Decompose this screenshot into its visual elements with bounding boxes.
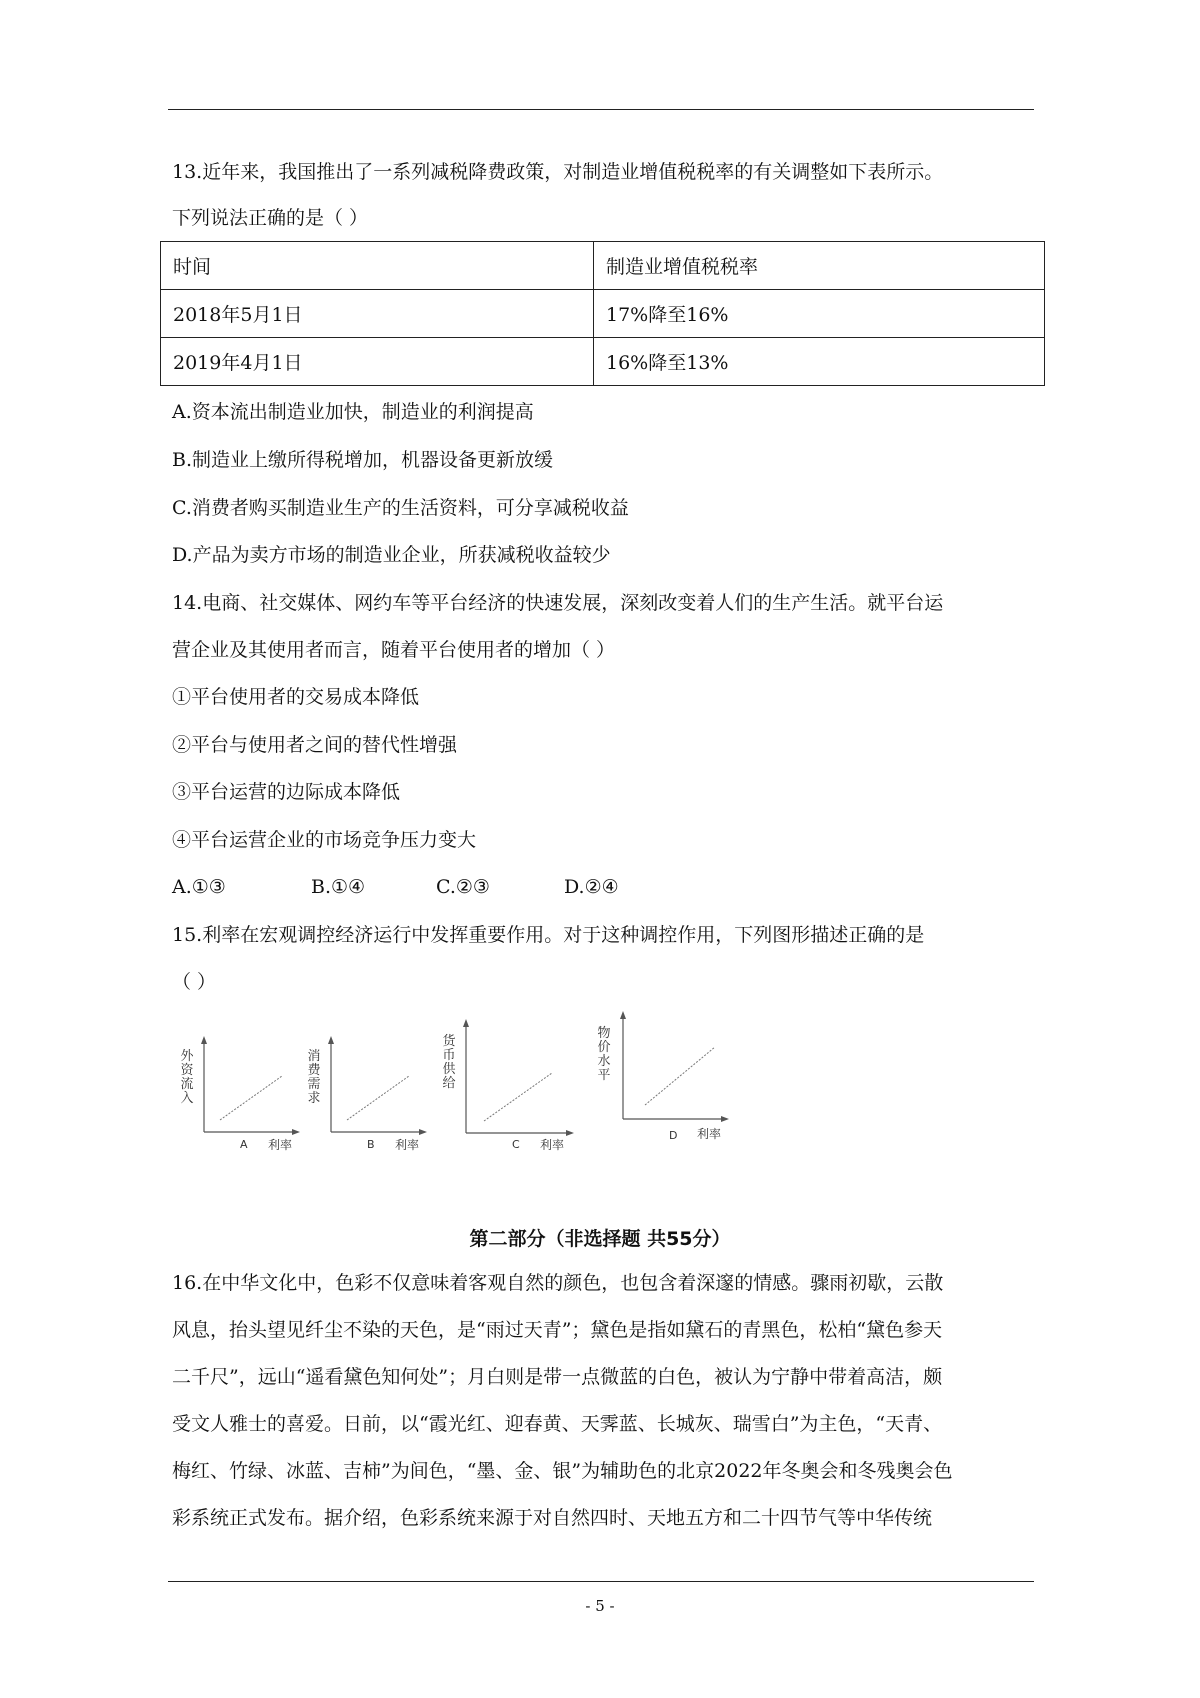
- q14-item-2: ②平台与使用者之间的替代性增强: [172, 734, 458, 756]
- q14-choice-d: D.②④: [564, 876, 619, 898]
- part2-title: 第二部分（非选择题 共55分）: [469, 1228, 731, 1250]
- graph-a: [180, 1020, 320, 1150]
- table-row: [161, 290, 1045, 338]
- graph-b-axes: [307, 1020, 447, 1150]
- graph-b: [307, 1020, 447, 1150]
- header-rule: [168, 109, 1034, 110]
- q14-item-4: ④平台运营企业的市场竞争压力变大: [172, 829, 477, 851]
- graph-d-option-label: D: [669, 1129, 678, 1142]
- q14-stem-line1: 14.电商、社交媒体、网约车等平台经济的快速发展，深刻改变着人们的生产生活。就平台运: [172, 592, 944, 614]
- graph-d: [595, 995, 735, 1142]
- q14-item-3: ③平台运营的边际成本降低: [172, 781, 401, 803]
- q14-choice-b: B.①④: [311, 876, 366, 898]
- q14-stem-line2: 营企业及其使用者而言，随着平台使用者的增加（ ）: [172, 639, 616, 661]
- q16-line5: 梅红、竹绿、冰蓝、吉柿”为间色，“墨、金、银”为辅助色的北京2022年冬奥会和冬残奥会色: [172, 1460, 953, 1482]
- table-cell: 17%降至16%: [594, 290, 1045, 338]
- q14-choice-c: C.②③: [436, 876, 490, 898]
- graph-a-xlabel: 利率: [268, 1138, 293, 1152]
- graph-c-option-label: C: [512, 1138, 520, 1151]
- table-header-cell: 制造业增值税税率: [594, 242, 1045, 290]
- graph-a-option-label: A: [240, 1138, 248, 1151]
- q16-line4: 受文人雅士的喜爱。日前，以“霞光红、迎春黄、天霁蓝、长城灰、瑞雪白”为主色，“天青、: [172, 1413, 943, 1435]
- q13-option-c: C.消费者购买制造业生产的生活资料，可分享减税收益: [172, 497, 629, 519]
- q13-stem-line2: 下列说法正确的是（ ）: [172, 207, 369, 229]
- graph-a-axes: [180, 1020, 320, 1150]
- q15-stem-line1: 15.利率在宏观调控经济运行中发挥重要作用。对于这种调控作用，下列图形描述正确的是: [172, 924, 925, 946]
- table-cell: 2018年5月1日: [161, 290, 594, 338]
- graph-d-axes: [595, 995, 745, 1145]
- graph-b-xlabel: 利率: [395, 1138, 420, 1152]
- q13-option-d: D.产品为卖方市场的制造业企业，所获减税收益较少: [172, 544, 611, 566]
- q13-stem-line1: 13.近年来，我国推出了一系列减税降费政策，对制造业增值税税率的有关调整如下表所示。: [172, 161, 944, 183]
- graph-c: [440, 1003, 580, 1152]
- table-header-cell: 时间: [161, 242, 594, 290]
- graph-d-ylabel: 物价水平: [597, 1026, 611, 1083]
- q16-line3: 二千尺”，远山“遥看黛色知何处”；月白则是带一点微蓝的白色，被认为宁静中带着高洁，颇: [172, 1366, 943, 1388]
- graph-c-axes: [440, 1003, 580, 1150]
- q13-option-a: A.资本流出制造业加快，制造业的利润提高: [172, 401, 534, 423]
- table-row: [161, 338, 1045, 386]
- page-number: - 5 -: [585, 1597, 615, 1615]
- q14-choice-a: A.①③: [172, 876, 226, 898]
- footer-rule: [168, 1581, 1034, 1582]
- table-cell: 16%降至13%: [594, 338, 1045, 386]
- tax-rate-table: [160, 241, 1045, 386]
- q16-line2: 风息，抬头望见纤尘不染的天色，是“雨过天青”；黛色是指如黛石的青黑色，松柏“黛色参天: [172, 1319, 943, 1341]
- q13-option-b: B.制造业上缴所得税增加，机器设备更新放缓: [172, 449, 554, 471]
- table-header-row: [161, 242, 1045, 290]
- table-cell: 2019年4月1日: [161, 338, 594, 386]
- q15-stem-line2: （ ）: [172, 971, 217, 993]
- q14-item-1: ①平台使用者的交易成本降低: [172, 686, 420, 708]
- graph-b-ylabel: 消费需求: [307, 1049, 321, 1106]
- graph-c-ylabel: 货币供给: [442, 1034, 456, 1091]
- graph-d-xlabel: 利率: [697, 1127, 722, 1141]
- graph-c-xlabel: 利率: [540, 1138, 565, 1152]
- graph-b-option-label: B: [367, 1138, 375, 1151]
- q16-line6: 彩系统正式发布。据介绍，色彩系统来源于对自然四时、天地五方和二十四节气等中华传统: [172, 1507, 933, 1529]
- q16-line1: 16.在中华文化中，色彩不仅意味着客观自然的颜色，也包含着深邃的情感。骤雨初歇，云散: [172, 1272, 944, 1294]
- graph-a-ylabel: 外资流入: [180, 1049, 194, 1106]
